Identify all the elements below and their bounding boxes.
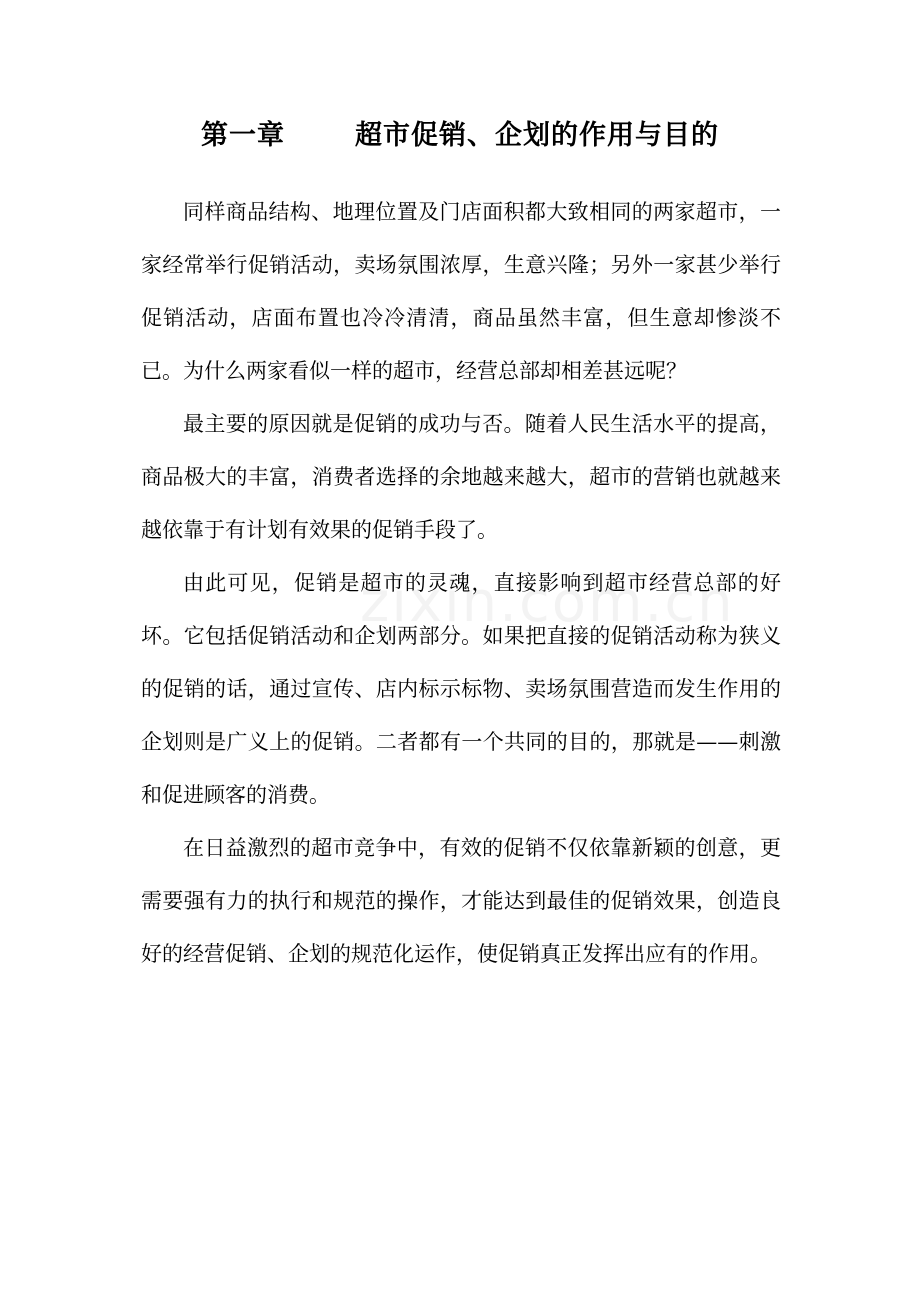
- paragraph-3: 由此可见，促销是超市的灵魂，直接影响到超市经营总部的好坏。它包括促销活动和企划两部分。如果把直接的促销活动称为狭义的促销的话，通过宣传、店内标示标物、卖场氛围营造而发生作用的企划则是广义上的促销。二者都有一个共同的目的，那就是——刺激和促进顾客的消费。: [141, 571, 781, 807]
- paragraph-4: 在日益激烈的超市竞争中，有效的促销不仅依靠新颖的创意，更需要强有力的执行和规范的操作，才能达到最佳的促销效果，创造良好的经营促销、企划的规范化运作，使促销真正发挥出应有的作用。: [141, 836, 781, 966]
- watermark-text: [360, 570, 735, 635]
- paragraph-1: 同样商品结构、地理位置及门店面积都大致相同的两家超市，一家经常举行促销活动，卖场氛围浓厚，生意兴隆；另外一家甚少举行促销活动，店面布置也冷冷清清，商品虽然丰富，但生意却惨淡不已。为什么两家看似一样的超市，经营总部却相差甚远呢？: [141, 200, 781, 383]
- paragraph-2: 最主要的原因就是促销的成功与否。随着人民生活水平的提高，商品极大的丰富，消费者选择的余地越来越大，超市的营销也就越来越依靠于有计划有效果的促销手段了。: [141, 412, 781, 542]
- chapter-number: 第一章: [201, 120, 285, 151]
- chapter-title: 超市促销、企划的作用与目的: [355, 120, 719, 151]
- chapter-heading: [0, 116, 920, 156]
